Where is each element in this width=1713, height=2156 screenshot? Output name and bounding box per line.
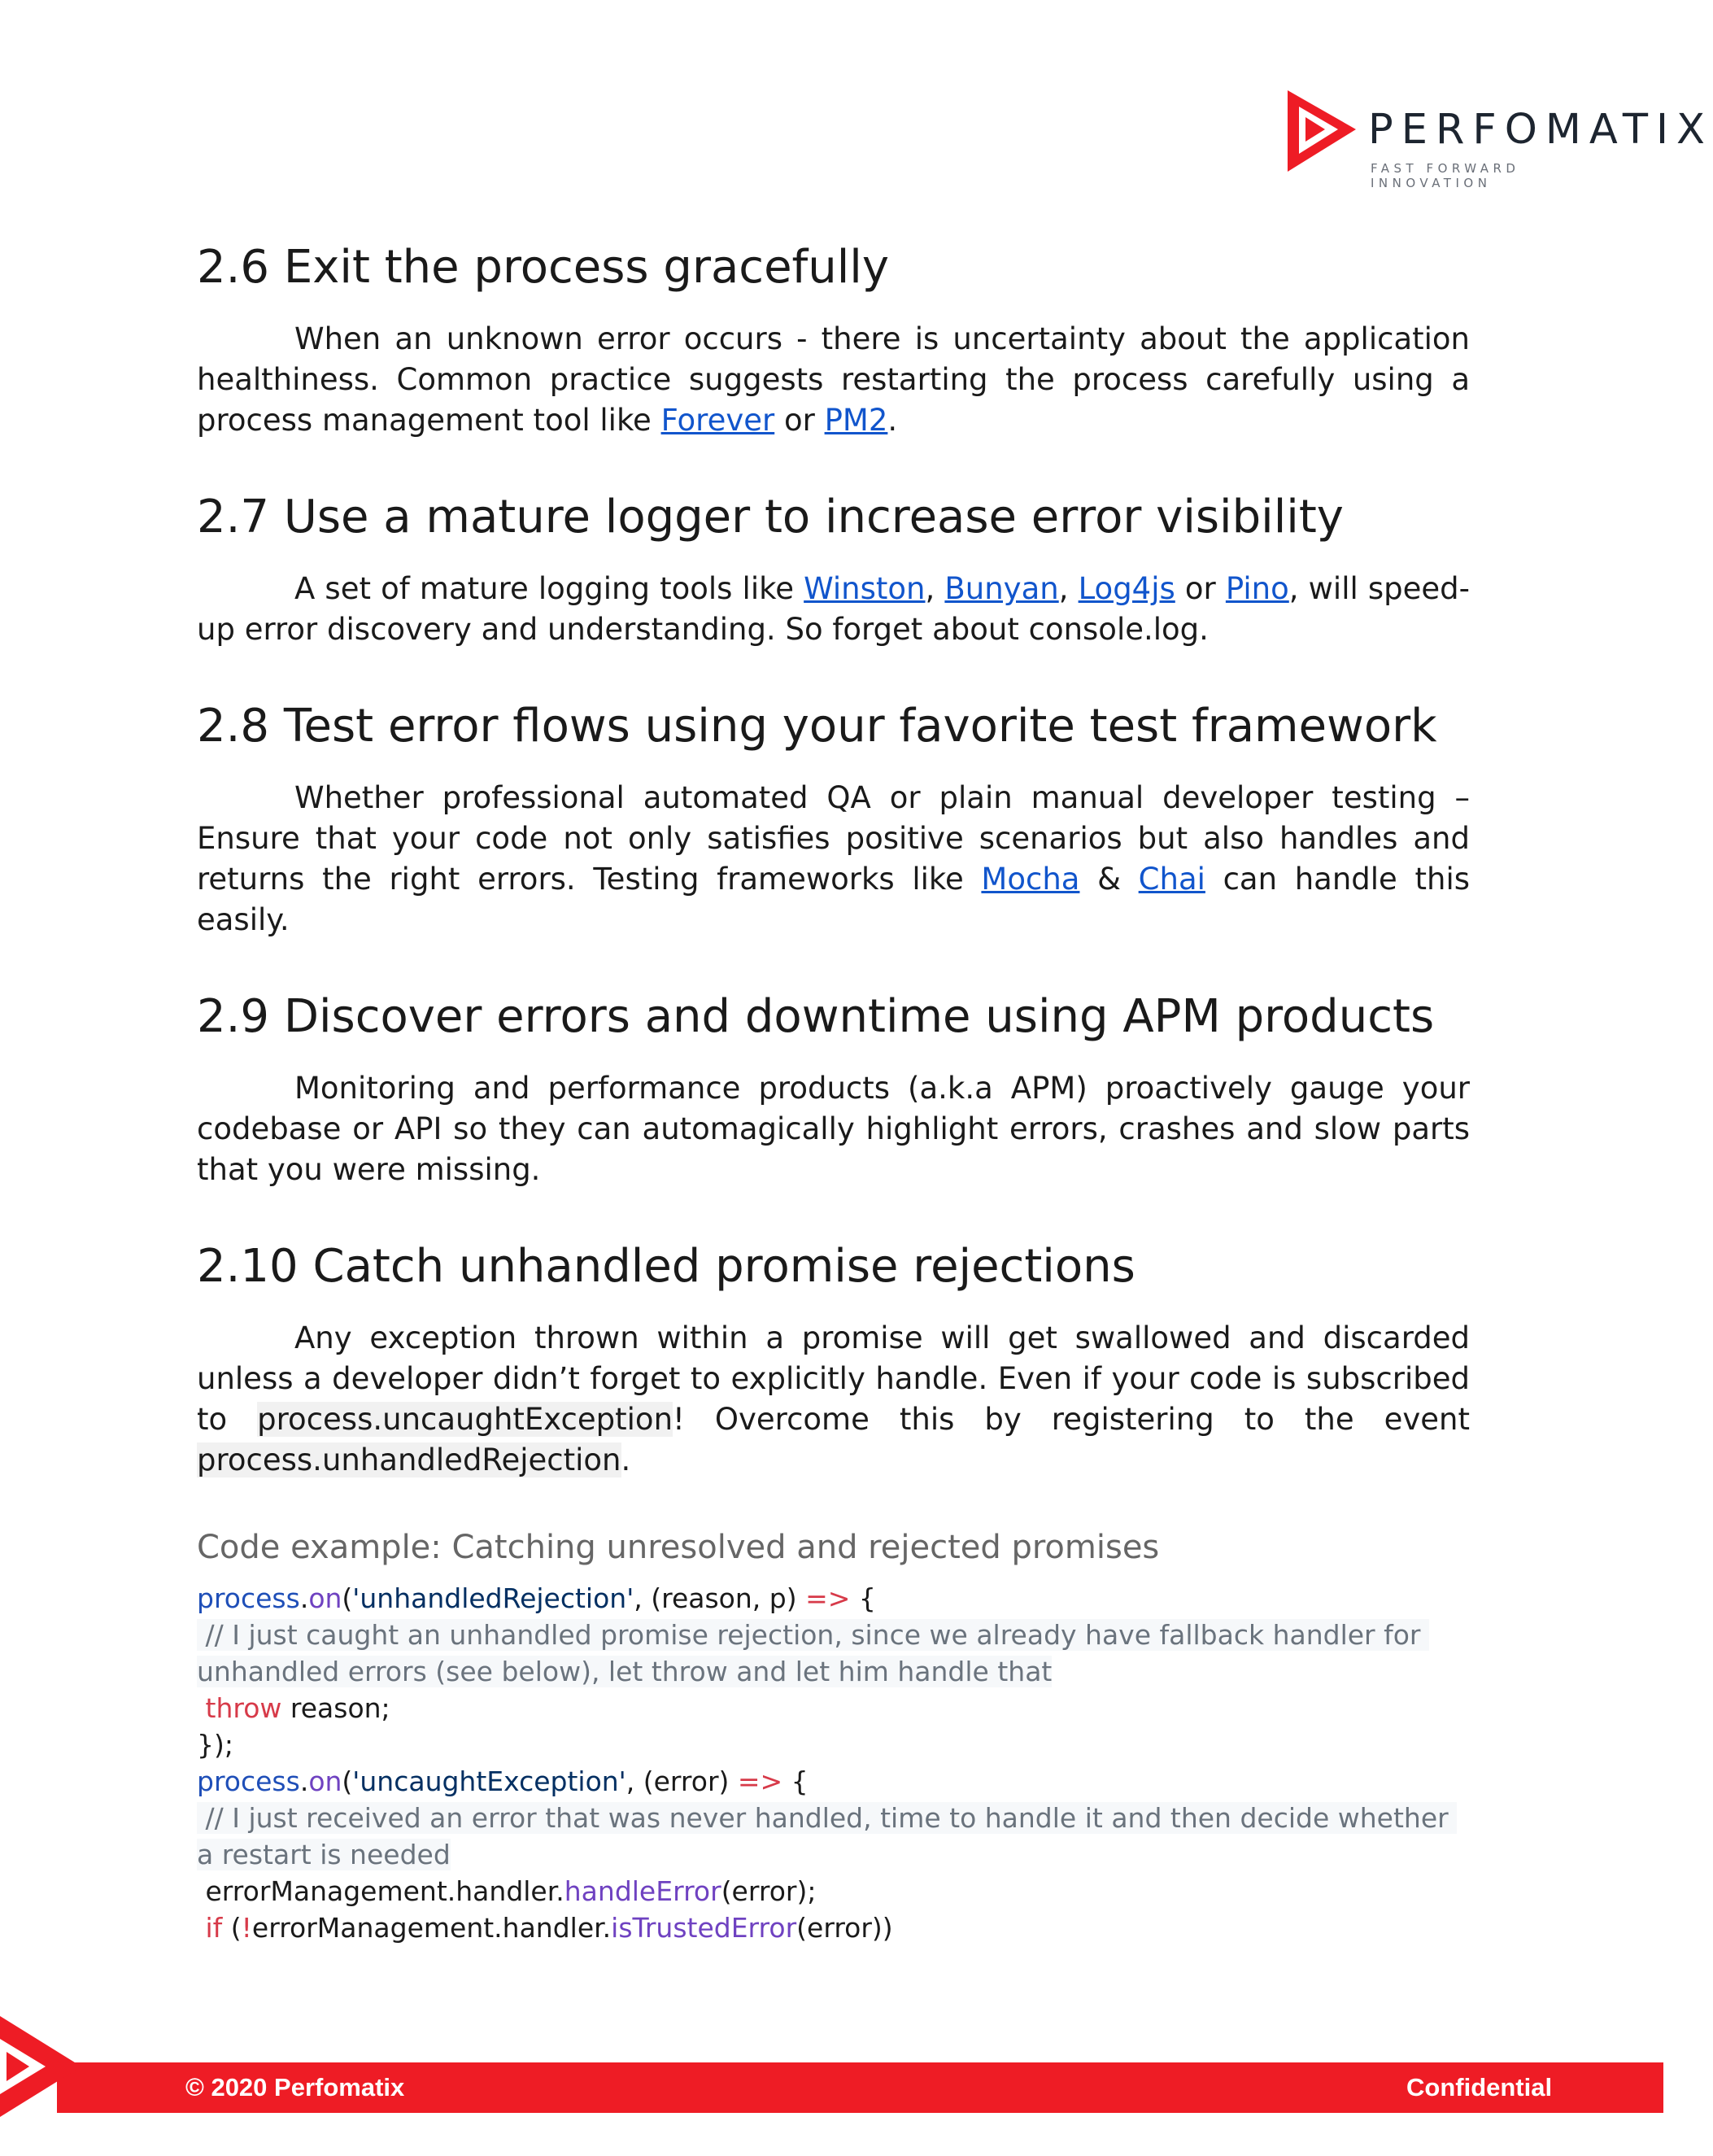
section-2-7 [197, 486, 1470, 650]
section-body [197, 1318, 1470, 1481]
section-title: 2.8 Test error flows using your favorite test framework [197, 700, 1437, 753]
code-comment-line: // I just received an error that was never handled, time to handle it and then decide whether a restart is needed [197, 1802, 1458, 1870]
code-line: throw reason; [205, 1692, 390, 1724]
code-line: }); [197, 1729, 233, 1761]
section-2-8 [197, 695, 1470, 941]
section-2-6 [197, 236, 1470, 441]
section-title: 2.7 Use a mature logger to increase error visibility [197, 491, 1344, 543]
code-comment-line: // I just caught an unhandled promise rejection, since we already have fallback handler for unhandled errors (see below), let throw and let him handle that [197, 1619, 1429, 1687]
body-text: Whether professional automated QA or plain manual developer testing – Ensure that your code not only satisfies positive scenarios but also handles and returns the right errors. Testing frameworks like [197, 780, 1470, 897]
body-text: , [925, 571, 945, 606]
footer-copyright: © 2020 Perfomatix [185, 2073, 405, 2101]
link-log4js[interactable]: Log4js [1078, 571, 1175, 606]
body-text: A set of mature logging tools like [294, 571, 804, 606]
body-text: ! Overcome this by registering to the event [673, 1402, 1471, 1437]
link-winston[interactable]: Winston [804, 571, 926, 606]
page-footer [0, 2016, 1666, 2122]
perfomatix-logo-mark-icon [1281, 90, 1362, 172]
link-bunyan[interactable]: Bunyan [944, 571, 1059, 606]
section-body [197, 319, 1470, 441]
link-mocha[interactable]: Mocha [981, 862, 1080, 897]
inline-code-uncaught-exception: process.uncaughtException [257, 1402, 673, 1437]
body-text: & [1079, 862, 1139, 897]
code-block [197, 1580, 1470, 1946]
section-title: 2.10 Catch unhandled promise rejections [197, 1240, 1135, 1293]
body-text: can handle this easily. [197, 862, 1471, 937]
link-forever[interactable]: Forever [660, 403, 775, 438]
body-text: , will speed-up error discovery and understanding. So forget about console.log. [197, 571, 1471, 647]
body-text: or [1175, 571, 1226, 606]
section-2-10 [197, 1235, 1470, 1481]
link-pino[interactable]: Pino [1225, 571, 1289, 606]
body-text: Any exception thrown within a promise will get swallowed and discarded unless a developer didn’t forget to explicitly handle. Even if your code is subscribed to [197, 1320, 1470, 1437]
body-text: . [621, 1442, 631, 1477]
body-text: , [1058, 571, 1079, 606]
section-title: 2.9 Discover errors and downtime using APM products [197, 990, 1435, 1043]
body-text: Monitoring and performance products (a.k.a APM) proactively gauge your codebase or API so they can automagically highlight errors, crashes and slow parts that you were missing. [197, 1071, 1470, 1187]
link-pm2[interactable]: PM2 [824, 403, 888, 438]
section-body [197, 1068, 1470, 1190]
body-text: . [887, 403, 898, 438]
inline-code-unhandled-rejection: process.unhandledRejection [197, 1442, 621, 1477]
section-body [197, 778, 1470, 941]
body-text: When an unknown error occurs - there is uncertainty about the application healthiness. Common practice suggests restarting the process carefully using a process management tool like [197, 321, 1470, 438]
code-line: if (!errorManagement.handler.isTrustedError(error)) [205, 1912, 893, 1944]
section-2-9 [197, 985, 1470, 1190]
body-text: or [774, 403, 825, 438]
brand-tagline: FAST FORWARD INNOVATION [1371, 161, 1520, 190]
code-line: process.on('unhandledRejection', (reason, p) => { [197, 1582, 876, 1614]
code-line: process.on('uncaughtException', (error) => { [197, 1765, 809, 1797]
code-line: errorManagement.handler.handleError(error); [197, 1875, 817, 1907]
footer-confidential: Confidential [1406, 2073, 1553, 2101]
link-chai[interactable]: Chai [1138, 862, 1205, 897]
section-title: 2.6 Exit the process gracefully [197, 241, 889, 294]
document-content [197, 236, 1470, 1946]
section-body [197, 569, 1470, 650]
perfomatix-logo [1281, 88, 1713, 190]
code-example-title: Code example: Catching unresolved and rejected promises [197, 1529, 1160, 1566]
brand-name: PERFOMATIX [1368, 106, 1713, 154]
footer-arrow-icon [0, 2016, 89, 2122]
